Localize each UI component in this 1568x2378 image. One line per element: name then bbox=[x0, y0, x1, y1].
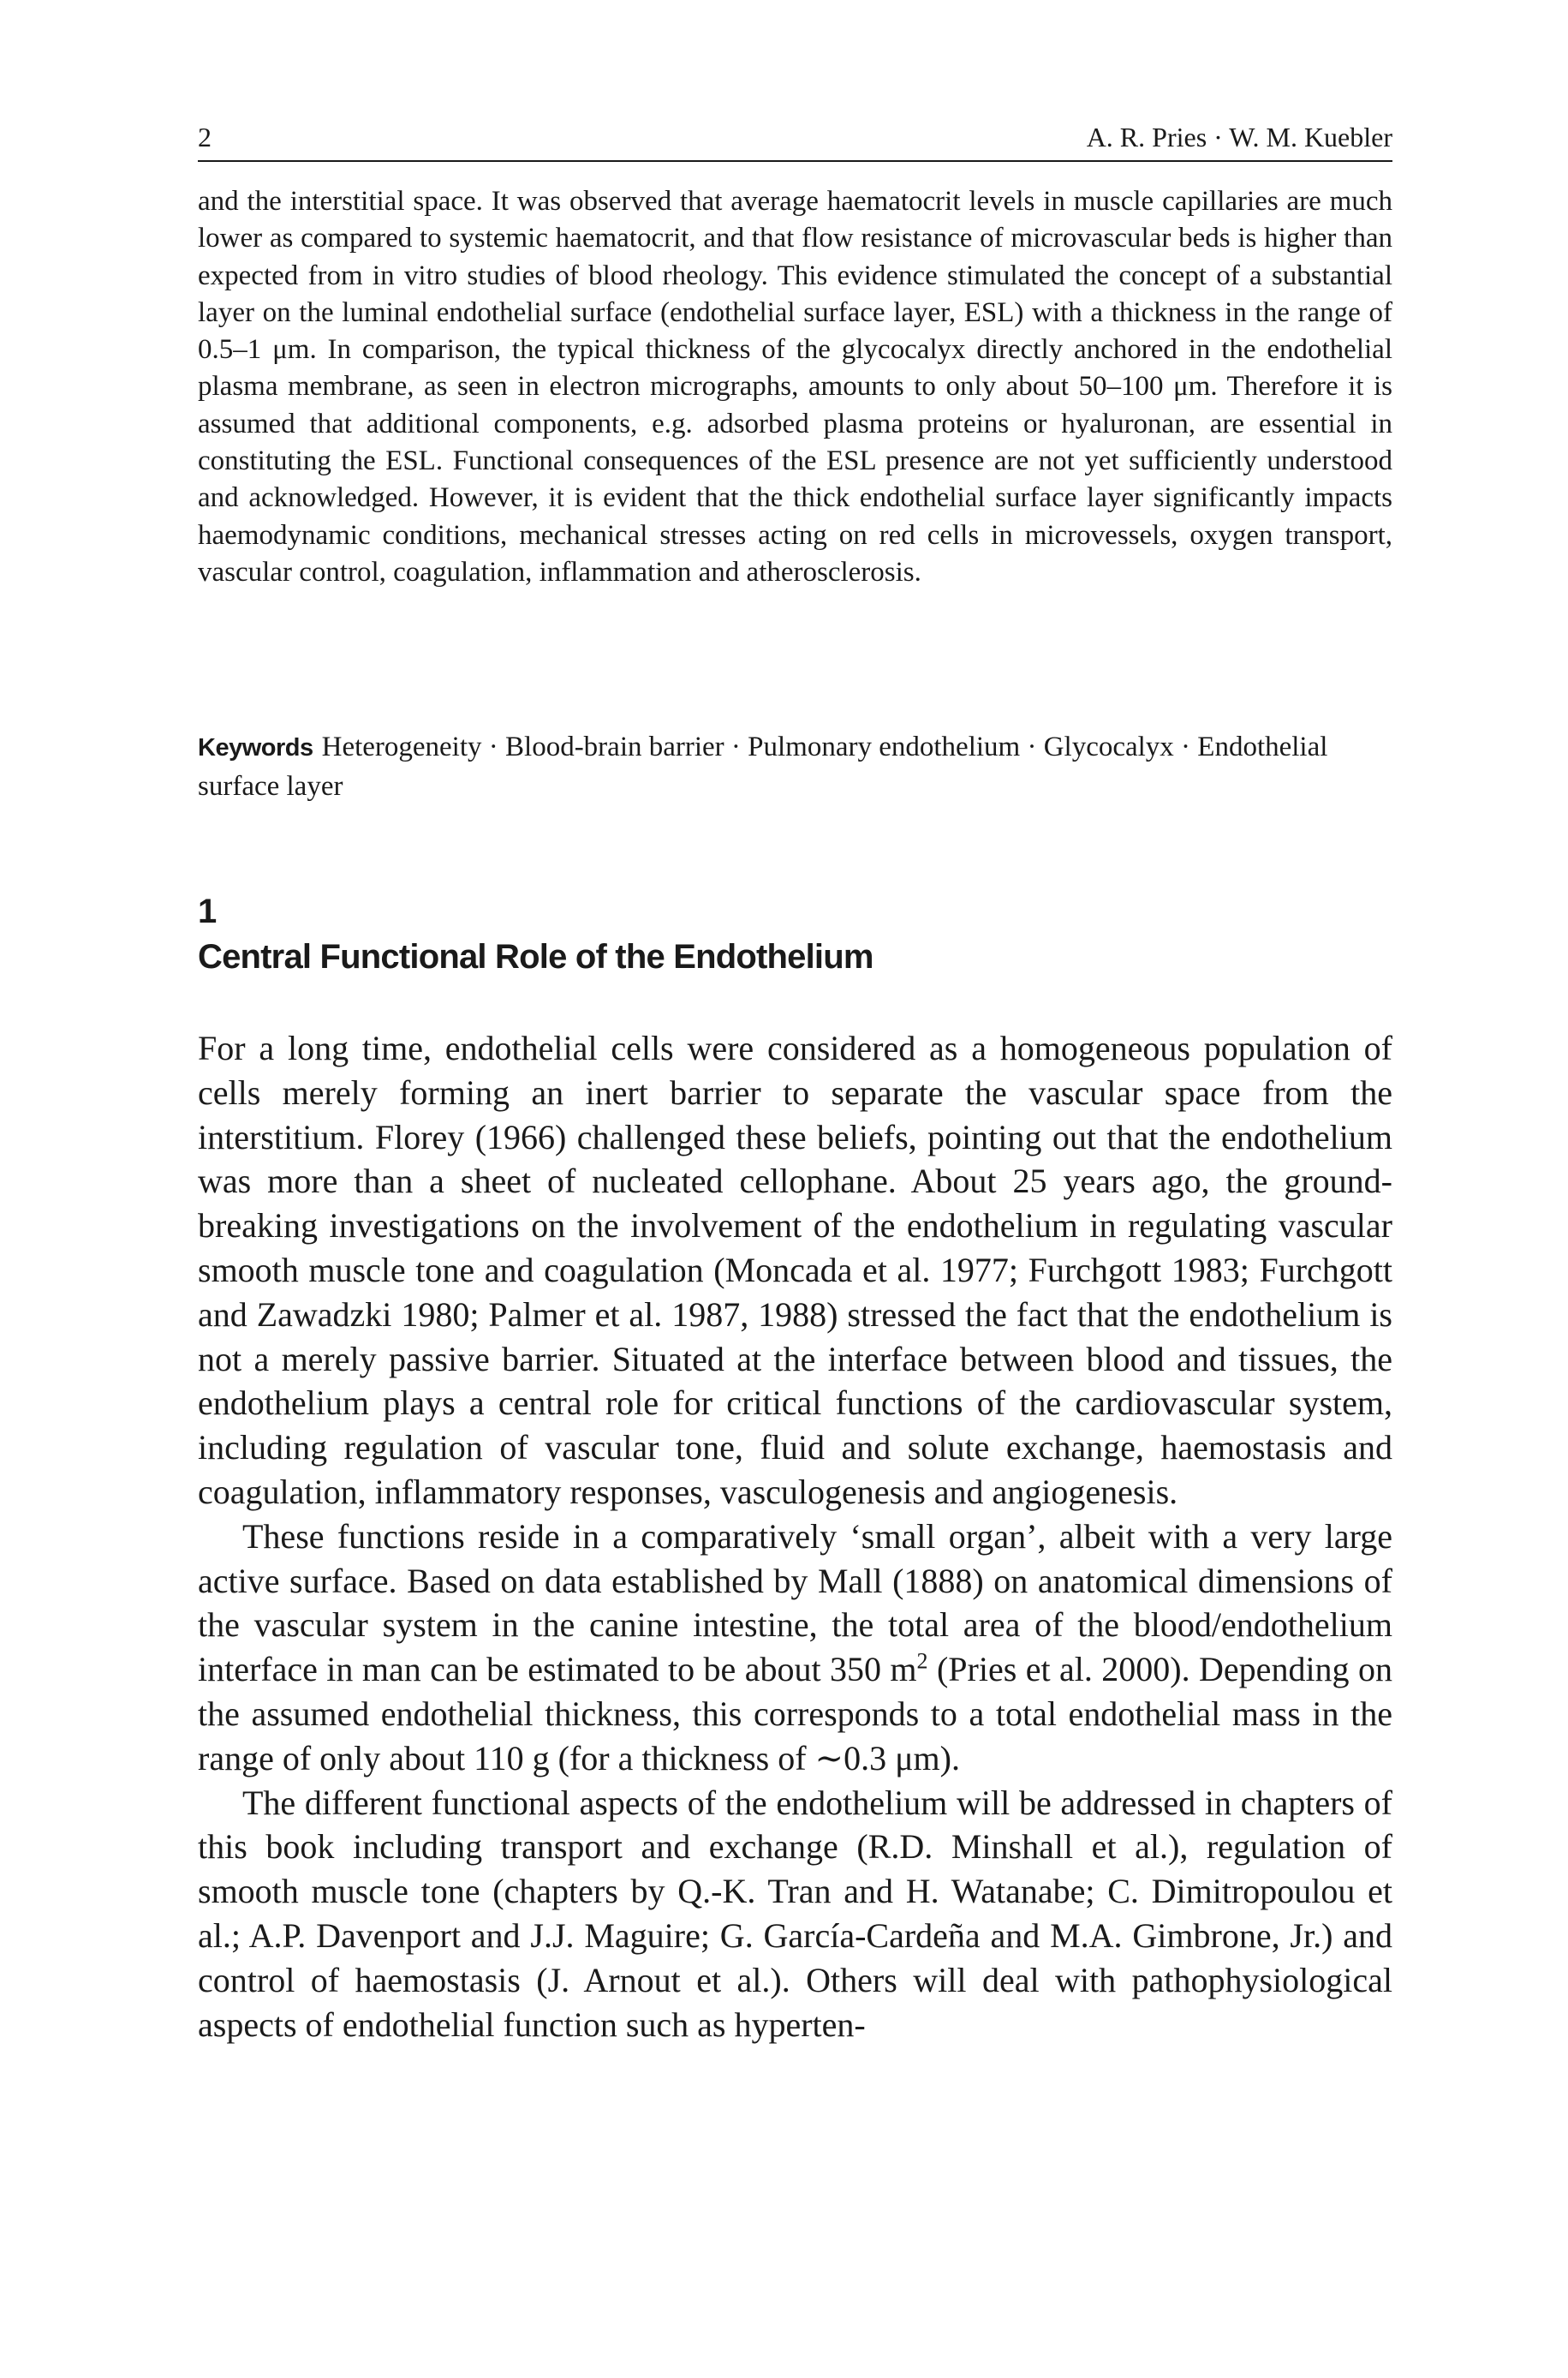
body-text bbox=[198, 1026, 1392, 2046]
abstract-text: and the interstitial space. It was observed that average haematocrit levels in muscle capillaries are much lower as compared to systemic haematocrit, and that flow resistance of microvascular beds is higher than expected from in vitro studies of blood rheology. This evidence stimulated the concept of a substantial layer on the luminal endothelial surface (endothelial surface layer, ESL) with a thickness in the range of 0.5–1 μm. In comparison, the typical thickness of the glycocalyx directly anchored in the endothelial plasma membrane, as seen in electron micrographs, amounts to only about 50–100 μm. Therefore it is assumed that additional components, e.g. adsorbed plasma proteins or hyaluronan, are essential in constituting the ESL. Functional consequences of the ESL presence are not yet sufficiently understood and acknowledged. However, it is evident that the thick endothelial surface layer significantly impacts haemodynamic conditions, mechanical stresses acting on red cells in microvessels, oxygen transport, vascular control, coagulation, inflammation and atherosclerosis. bbox=[198, 186, 1392, 588]
superscript-2: 2 bbox=[916, 1648, 928, 1674]
keywords bbox=[198, 728, 1392, 806]
body-paragraph-1: For a long time, endothelial cells were considered as a homogeneous population of cells merely forming an inert barrier to separate the vascular space from the interstitium. Florey (1966) challenged these beliefs, pointing out that the endothelium was more than a sheet of nucleated cellophane. About 25 years ago, the ground-breaking investigations on the involvement of the endothelium in regulating vascular smooth muscle tone and coagulation (Moncada et al. 1977; Furchgott 1983; Furchgott and Zawadzki 1980; Palmer et al. 1987, 1988) stressed the fact that the endothelium is not a merely passive barrier. Situated at the interface between blood and tissues, the endothelium plays a central role for critical functions of the cardiovascular system, including regulation of vascular tone, fluid and solute exchange, haemostasis and coagulation, inflammatory responses, vasculogenesis and angiogenesis. bbox=[198, 1029, 1392, 1511]
paper-page bbox=[198, 0, 1392, 2378]
body-paragraph-3: The different functional aspects of the endothelium will be addressed in chapters of this book including transport and exchange (R.D. Minshall et al.), regulation of smooth muscle tone (chapters by Q.-K. Tran and H. Watanabe; C. Dimitropoulou et al.; A.P. Davenport and J.J. Maguire; G. García-Cardeña and M.A. Gimbrone, Jr.) and control of haemostasis (J. Arnout et al.). Others will deal with pathophysiological aspects of endothelial function such as hyperten- bbox=[198, 1783, 1392, 2044]
keywords-list: Heterogeneity · Blood-brain barrier · Pulmonary endothelium · Glycocalyx · Endothelial surface layer bbox=[198, 732, 1328, 802]
body-paragraph-2-text-continued: (Pries et al. 2000). Depending on the assumed endothelial thickness, this corresponds to a total endothelial mass in the range of only about 110 g (for a thickness of ∼0.3 μm). bbox=[198, 1650, 1392, 1778]
body-paragraph-2 bbox=[198, 1515, 1392, 1781]
running-head bbox=[198, 116, 1392, 162]
running-head-authors: A. R. Pries · W. M. Kuebler bbox=[1086, 122, 1392, 152]
page-number: 2 bbox=[198, 122, 212, 152]
body-paragraph-2-text: These functions reside in a comparatively ‘small organ’, albeit with a very large active surface. Based on data established by Mall (1888) on anatomical dimensions of the vascular system in the canine intestine, the total area of the blood/endothelium interface in man can be estimated to be about 350 m bbox=[198, 1516, 1392, 1689]
section-title: Central Functional Role of the Endothelium bbox=[198, 938, 873, 976]
section-number: 1 bbox=[198, 893, 218, 930]
keywords-label: Keywords bbox=[198, 734, 313, 762]
